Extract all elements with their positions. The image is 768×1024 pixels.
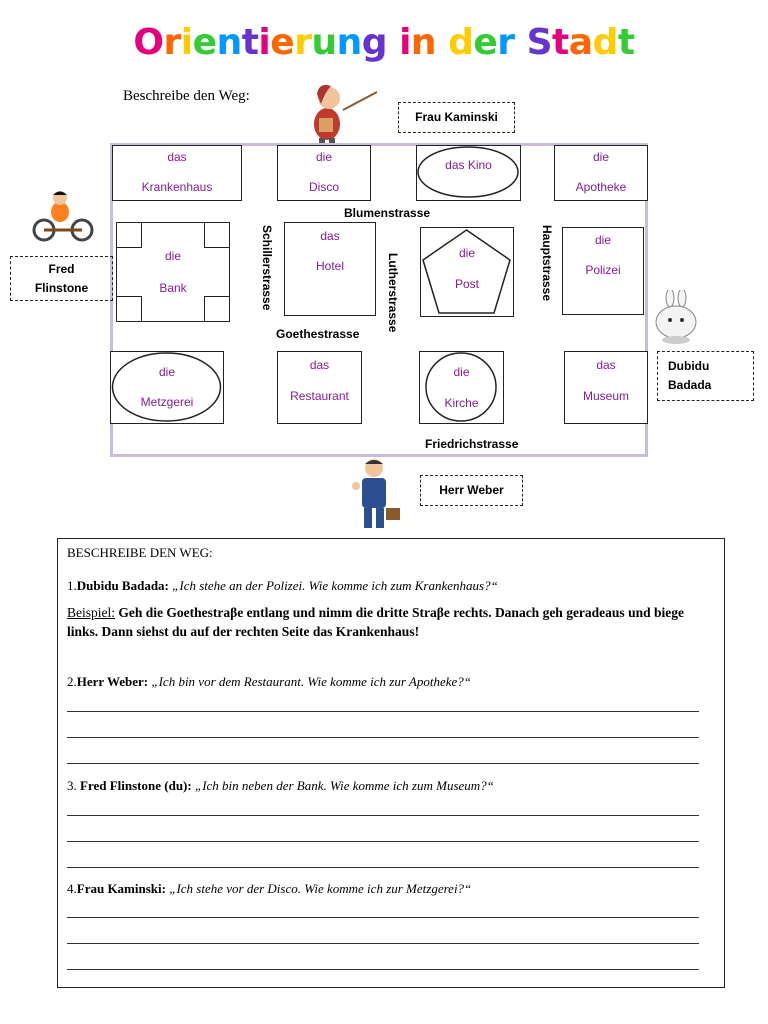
answer-line[interactable]	[67, 711, 699, 712]
building-kino: das Kino	[416, 145, 521, 201]
title-letter: O	[133, 22, 164, 63]
title-letter: r	[497, 22, 515, 63]
building-hotel: das Hotel	[284, 222, 376, 316]
title-letter: S	[526, 22, 553, 63]
title-letter: n	[336, 22, 362, 63]
street-lutherstrasse: Lutherstrasse	[386, 253, 400, 333]
building-restaurant: das Restaurant	[277, 351, 362, 424]
answer-line[interactable]	[67, 815, 699, 816]
example-answer: Beispiel: Geh die Goethestraβe entlang und nimm die dritte Straβe rechts. Danach geh geradeaus und biege links. Dann siehst du auf der rechten Seite das Krankenhaus!	[67, 605, 684, 639]
title-letter: e	[270, 22, 295, 63]
building-post: die Post	[420, 227, 514, 317]
answer-line[interactable]	[67, 737, 699, 738]
question-1: 1.Dubidu Badada: „Ich stehe an der Polizei. Wie komme ich zum Krankenhaus?“	[67, 578, 498, 593]
question-2: 2.Herr Weber: „Ich bin vor dem Restaurant. Wie komme ich zur Apotheke?“	[67, 674, 472, 689]
answer-line[interactable]	[67, 969, 699, 970]
title-letter: e	[473, 22, 498, 63]
street-schillerstrasse: Schillerstrasse	[260, 225, 274, 311]
building-apotheke: die Apotheke	[554, 145, 648, 201]
title-letter: d	[448, 22, 474, 63]
title-letter: i	[180, 22, 193, 63]
building-polizei: die Polizei	[562, 227, 644, 315]
street-hauptstrasse: Hauptstrasse	[540, 225, 554, 302]
building-museum: das Museum	[564, 351, 648, 424]
title-letter	[387, 22, 399, 63]
answer-line[interactable]	[67, 763, 699, 764]
herr-weber-label: Herr Weber	[420, 475, 523, 506]
worksheet-heading: BESCHREIBE DEN WEG:	[67, 545, 213, 560]
title-letter: u	[311, 22, 337, 63]
teacher-illustration	[305, 80, 377, 146]
question-4: 4.Frau Kaminski: „Ich stehe vor der Disco. Wie komme ich zur Metzgerei?“	[67, 881, 472, 896]
metzgerei-oval-shape	[111, 352, 222, 422]
building-krankenhaus: das Krankenhaus	[112, 145, 242, 201]
answer-line[interactable]	[67, 943, 699, 944]
building-metzgerei: die Metzgerei	[110, 351, 224, 424]
title-letter: r	[163, 22, 181, 63]
answer-line[interactable]	[67, 867, 699, 868]
title-letter: g	[361, 22, 388, 63]
title-letter: i	[399, 22, 411, 63]
title-letter: d	[592, 22, 618, 63]
post-pentagon-shape	[421, 228, 512, 315]
building-disco: die Disco	[277, 145, 371, 201]
kino-oval-shape	[417, 146, 519, 199]
title-letter: a	[568, 22, 593, 63]
answer-line[interactable]	[67, 841, 699, 842]
title-letter: r	[294, 22, 312, 63]
street-friedrichstrasse: Friedrichstrasse	[425, 437, 519, 451]
building-bank: die Bank	[116, 222, 230, 322]
title-letter: t	[241, 22, 259, 63]
answer-line[interactable]	[67, 917, 699, 918]
building-kirche: die Kirche	[419, 351, 504, 424]
title-letter: i	[258, 22, 271, 63]
herr-weber-illustration	[350, 456, 402, 530]
title-letter: e	[192, 22, 217, 63]
frau-kaminski-label: Frau Kaminski	[398, 102, 515, 133]
instruction-text: Beschreibe den Weg:	[123, 88, 250, 104]
title-letter: n	[216, 22, 242, 63]
title-letter	[515, 22, 527, 63]
title-letter: t	[617, 22, 635, 63]
fred-flinstone-label: Fred Flinstone	[10, 256, 113, 301]
question-3: 3. Fred Flinstone (du): „Ich bin neben der Bank. Wie komme ich zum Museum?“	[67, 778, 494, 793]
title-letter: n	[410, 22, 437, 63]
kirche-oval-shape	[420, 352, 502, 422]
street-blumenstrasse: Blumenstrasse	[344, 206, 431, 220]
title-letter: t	[552, 22, 569, 63]
street-goethestrasse: Goethestrasse	[276, 327, 360, 341]
dubidu-badada-illustration	[650, 290, 702, 346]
dubidu-badada-label: Dubidu Badada	[657, 351, 754, 401]
page-title	[0, 22, 768, 72]
fred-flinstone-illustration	[32, 190, 94, 242]
title-letter	[436, 22, 448, 63]
